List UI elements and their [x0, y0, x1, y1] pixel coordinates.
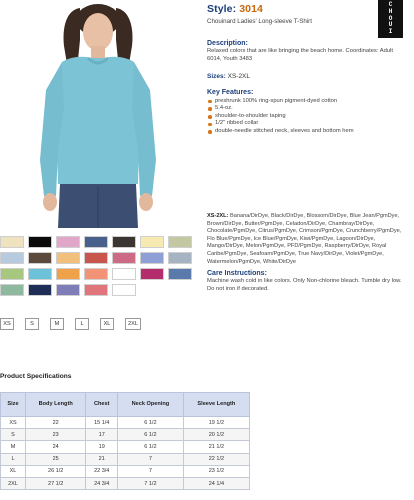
spec-cell: 25	[25, 453, 85, 465]
color-swatch[interactable]	[0, 284, 24, 296]
color-swatch[interactable]	[140, 252, 164, 264]
spec-cell: 6 1/2	[118, 441, 184, 453]
spec-row	[1, 477, 250, 489]
spec-cell: 20 1/2	[183, 429, 249, 441]
color-swatch[interactable]	[140, 236, 164, 248]
spec-cell: 7 1/2	[118, 477, 184, 489]
style-heading	[207, 3, 407, 15]
spec-cell: 24	[25, 441, 85, 453]
product-photo	[0, 0, 196, 228]
color-swatch[interactable]	[84, 252, 108, 264]
color-swatch[interactable]	[28, 236, 52, 248]
sizes-line	[207, 73, 407, 80]
spec-cell: 24 3/4	[86, 477, 118, 489]
spec-cell: 21 1/2	[183, 441, 249, 453]
color-swatch[interactable]	[56, 236, 80, 248]
feature-item: double-needle stitched neck, sleeves and bottom hem	[207, 128, 407, 136]
color-swatch[interactable]	[84, 268, 108, 280]
color-swatch[interactable]	[112, 284, 136, 296]
spec-cell: 21	[86, 453, 118, 465]
color-swatch[interactable]	[84, 284, 108, 296]
spec-cell: 23	[25, 429, 85, 441]
spec-cell: 23 1/2	[183, 465, 249, 477]
spec-cell: 15 1/4	[86, 417, 118, 429]
spec-header: Size	[1, 393, 26, 417]
spec-cell: 22	[25, 417, 85, 429]
color-swatch[interactable]	[140, 268, 164, 280]
spec-cell: 27 1/2	[25, 477, 85, 489]
spec-cell: 6 1/2	[118, 429, 184, 441]
color-list	[207, 213, 407, 266]
size-selector	[0, 318, 152, 330]
style-number: 3014	[239, 3, 263, 15]
spec-cell: 22 3/4	[86, 465, 118, 477]
color-swatch[interactable]	[0, 268, 24, 280]
spec-cell: M	[1, 441, 26, 453]
spec-row	[1, 417, 250, 429]
size-button-m[interactable]: M	[50, 318, 64, 330]
color-swatch[interactable]	[84, 236, 108, 248]
description-text: Relaxed colors that are like bringing the beach home. Coordinates: Adult 6014, Youth 3483	[207, 48, 393, 62]
spec-cell: 22 1/2	[183, 453, 249, 465]
size-button-xs[interactable]: XS	[0, 318, 14, 330]
spec-table	[0, 392, 250, 490]
spec-header: Chest	[86, 393, 118, 417]
size-button-l[interactable]: L	[75, 318, 89, 330]
product-subtitle: Chouinard Ladies' Long-sleeve T-Shirt	[207, 18, 312, 25]
description-title: Description:	[207, 40, 248, 47]
spec-cell: 6 1/2	[118, 417, 184, 429]
spec-cell: L	[1, 453, 26, 465]
spec-row	[1, 441, 250, 453]
product-info	[207, 0, 407, 136]
color-swatch[interactable]	[112, 268, 136, 280]
spec-row	[1, 429, 250, 441]
color-swatch[interactable]	[112, 236, 136, 248]
feature-item: preshrunk 100% ring-spun pigment-dyed cotton	[207, 98, 407, 106]
style-label: Style:	[207, 3, 237, 15]
spec-header: Sleeve Length	[183, 393, 249, 417]
logo-letter: C	[388, 1, 393, 8]
care-section	[207, 270, 407, 294]
features-list	[207, 98, 407, 136]
spec-cell: XS	[1, 417, 26, 429]
color-swatch[interactable]	[168, 252, 192, 264]
feature-item: 1/2" ribbed collar	[207, 120, 407, 128]
colors-label: XS-2XL:	[207, 213, 229, 219]
size-button-2xl[interactable]: 2XL	[125, 318, 141, 330]
spec-cell: 26 1/2	[25, 465, 85, 477]
size-button-s[interactable]: S	[25, 318, 39, 330]
color-swatch[interactable]	[28, 284, 52, 296]
color-swatch[interactable]	[0, 252, 24, 264]
color-swatch[interactable]	[56, 268, 80, 280]
spec-cell: 19	[86, 441, 118, 453]
sizes-label: Sizes:	[207, 72, 226, 80]
swatch-row	[0, 268, 200, 280]
color-swatch[interactable]	[28, 268, 52, 280]
spec-header: Neck Opening	[118, 393, 184, 417]
swatch-row	[0, 236, 200, 248]
color-swatch[interactable]	[0, 236, 24, 248]
spec-header-row	[1, 393, 250, 417]
swatch-row	[0, 284, 200, 296]
spec-row	[1, 465, 250, 477]
colors-text: Banana/DirDye, Black/DirDye, Blossom/DirDye, Blue Jean/PgmDye, Brown/DirDye, Butter/PgmDye, Celadon/DirDye, Chambray/DirDye, Chocolate/PgmDye, Citrus/PgmDye, Crimson/PgmDye, Crunchberry/PgmDye, Flo Blue/PgmDye, Ice Blue/PgmDye, Kiwi/PgmDye, Lagoon/DirDye, Mango/DirDye, Melon/PgmDye, PFD/PgmDye, Raspberry/DirDye, Royal Caribe/PgmDye, Seafoam/PgmDye, True Navy/DirDye, Violet/PgmDye, Watermelon/PgmDye, White/DirDye	[207, 213, 402, 265]
logo-letter: H	[388, 7, 393, 15]
color-swatch[interactable]	[56, 284, 80, 296]
spec-cell: 2XL	[1, 477, 26, 489]
spec-cell: 7	[118, 465, 184, 477]
features-title: Key Features:	[207, 88, 254, 96]
spec-cell: XL	[1, 465, 26, 477]
color-swatch[interactable]	[56, 252, 80, 264]
color-swatch[interactable]	[168, 236, 192, 248]
care-text: Machine wash cold in like colors. Only Non-chlorine bleach. Tumble dry low. Do not iron if decorated.	[207, 278, 402, 292]
color-swatch[interactable]	[168, 268, 192, 280]
logo-letter: I	[388, 28, 393, 36]
spec-cell: 17	[86, 429, 118, 441]
feature-item: 5.4-oz.	[207, 105, 407, 113]
spec-row	[1, 453, 250, 465]
spec-cell: 19 1/2	[183, 417, 249, 429]
spec-cell: 24 1/4	[183, 477, 249, 489]
spec-cell: S	[1, 429, 26, 441]
color-swatch[interactable]	[112, 252, 136, 264]
spec-cell: 7	[118, 453, 184, 465]
feature-item: shoulder-to-shoulder taping	[207, 113, 407, 121]
spec-title: Product Specifications	[0, 373, 72, 380]
logo-letter: O	[388, 14, 393, 22]
color-swatch[interactable]	[28, 252, 52, 264]
size-button-xl[interactable]: XL	[100, 318, 114, 330]
spec-header: Body Length	[25, 393, 85, 417]
care-title: Care Instructions:	[207, 270, 267, 277]
logo-letter: U	[388, 21, 393, 29]
sizes-value: XS-2XL	[227, 72, 251, 80]
swatch-row	[0, 252, 200, 264]
color-swatches	[0, 236, 200, 300]
